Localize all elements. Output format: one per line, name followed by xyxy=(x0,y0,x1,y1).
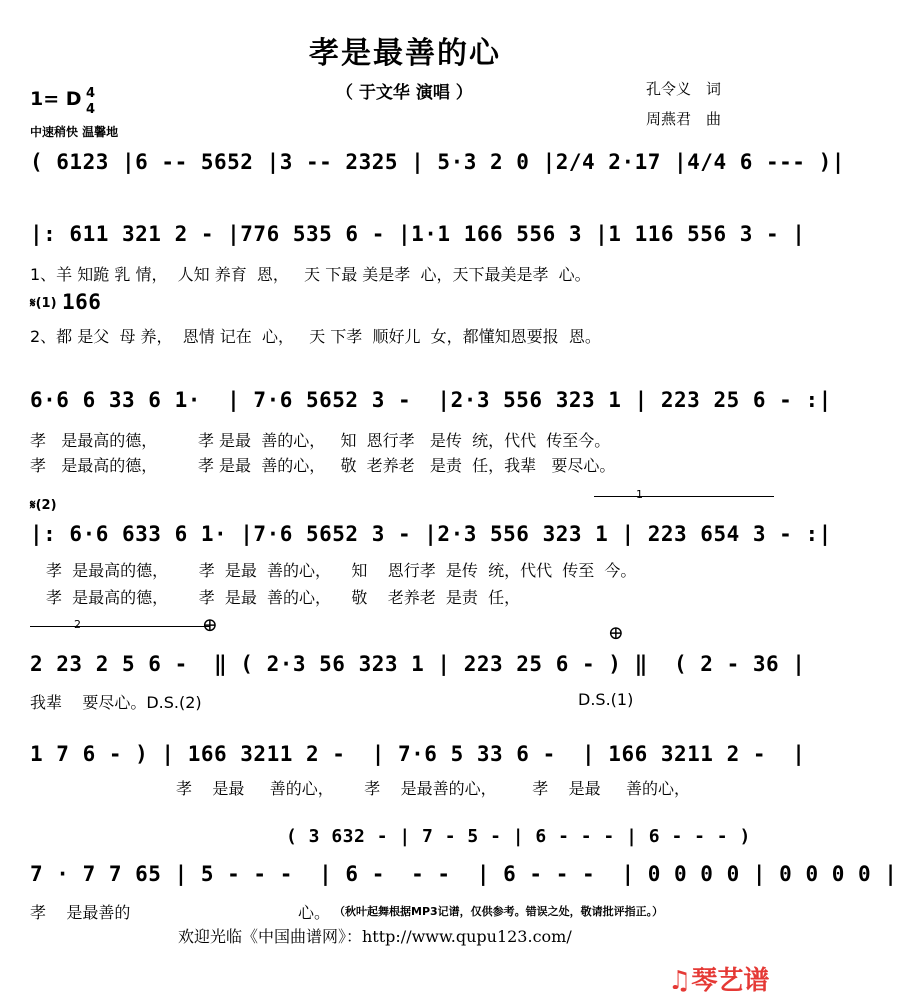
chorus2-lyric-b: 孝 是最高的德， 孝 是最 善的心， 敬 老养老 是责 任， xyxy=(46,588,521,607)
coda-lyric-line1: 孝 是最 善的心， 孝 是最善的心， 孝 是最 善的心， xyxy=(176,779,691,798)
intro-notes: ( 6123 |6 -- 5652 |3 -- 2325 | 5·3 2 0 |2/4 2·17 |4/4 6 --- )| xyxy=(30,150,845,174)
song-title: 孝是最善的心 xyxy=(309,36,501,71)
chorus2-lyric-a: 孝 是最高的德， 孝 是最 善的心， 知 恩行孝 是传 统，代代 传至 今。 xyxy=(46,561,637,580)
segno-2: 𝄋(2) xyxy=(30,498,57,513)
volta-2-bracket xyxy=(30,626,210,627)
verse-notes-line1: |: 611 321 2 - |776 535 6 - |1·1 166 556 3 |1 116 556 3 - | xyxy=(30,222,806,246)
coda-lyric-line2: 孝 是最善的 xyxy=(30,903,131,922)
chorus-notes-line2: |: 6·6 633 6 1· |7·6 5652 3 - |2·3 556 323 1 | 223 654 3 - :| xyxy=(30,522,832,546)
tempo-marking: 中速稍快 温馨地 xyxy=(30,125,119,139)
ending-lyric: 我辈 要尽心。D.S.(2) xyxy=(30,693,202,712)
volta-1-label: 1 xyxy=(636,488,643,501)
site-logo xyxy=(668,960,769,997)
welcome-footer: 欢迎光临《中国曲谱网》：http://www.qupu123.com/ xyxy=(178,927,572,946)
segno-1: 𝄋(1) xyxy=(30,296,57,311)
logo-text: 琴艺谱 xyxy=(691,966,770,996)
volta-2-label: 2 xyxy=(74,618,81,631)
chorus-lyric-b: 孝 是最高的德， 孝 是最 善的心， 敬 老养老 是责 任，我辈 要尽心。 xyxy=(30,456,616,475)
ending-notes: 2 23 2 5 6 - ‖ ( 2·3 56 323 1 | 223 25 6 - ) ‖ ( 2 - 36 | xyxy=(30,652,806,676)
coda-lyric-end: 心。 xyxy=(298,903,331,922)
transcriber-note: （秋叶起舞根据MP3记谱，仅供参考。错误之处，敬请批评指正。） xyxy=(334,905,664,918)
key-signature: 1= D xyxy=(30,88,82,110)
coda-notes-line2: 7 · 7 7 65 | 5 - - - | 6 - - - | 6 - - - | 0 0 0 0 | 0 0 0 0 | xyxy=(30,862,897,886)
logo-icon: ♫ xyxy=(668,966,692,996)
chorus-notes-line1: 6·6 6 33 6 1· | 7·6 5652 3 - |2·3 556 323 1 | 223 25 6 - :| xyxy=(30,388,832,412)
ds-1-label: D.S.(1) xyxy=(578,690,634,709)
verse2-lyric-line1: 2、都 是父 母 养， 恩情 记在 心， 天 下孝 顺好儿 女，都懂知恩要报 恩。 xyxy=(30,327,601,346)
coda-sign-1: ⊕ xyxy=(202,614,218,636)
pickup-notes: 166 xyxy=(62,290,102,314)
time-signature-top: 4 xyxy=(86,86,96,101)
time-signature-bottom: 4 xyxy=(86,102,96,117)
composer: 周燕君 曲 xyxy=(646,110,722,128)
performer: （ 于文华 演唱 ） xyxy=(336,83,473,103)
lyricist: 孔令义 词 xyxy=(646,80,722,98)
volta-1-bracket xyxy=(594,496,774,497)
chorus-lyric-a: 孝 是最高的德， 孝 是最 善的心， 知 恩行孝 是传 统，代代 传至今。 xyxy=(30,431,611,450)
accompaniment-notes: ( 3 632 - | 7 - 5 - | 6 - - - | 6 - - - ) xyxy=(286,826,751,847)
coda-sign-2: ⊕ xyxy=(608,622,624,644)
coda-notes-line1: 1 7 6 - ) | 166 3211 2 - | 7·6 5 33 6 - | 166 3211 2 - | xyxy=(30,742,806,766)
verse1-lyric-line1: 1、羊 知跪 乳 情， 人知 养育 恩， 天 下最 美是孝 心，天下最美是孝 心。 xyxy=(30,265,591,284)
